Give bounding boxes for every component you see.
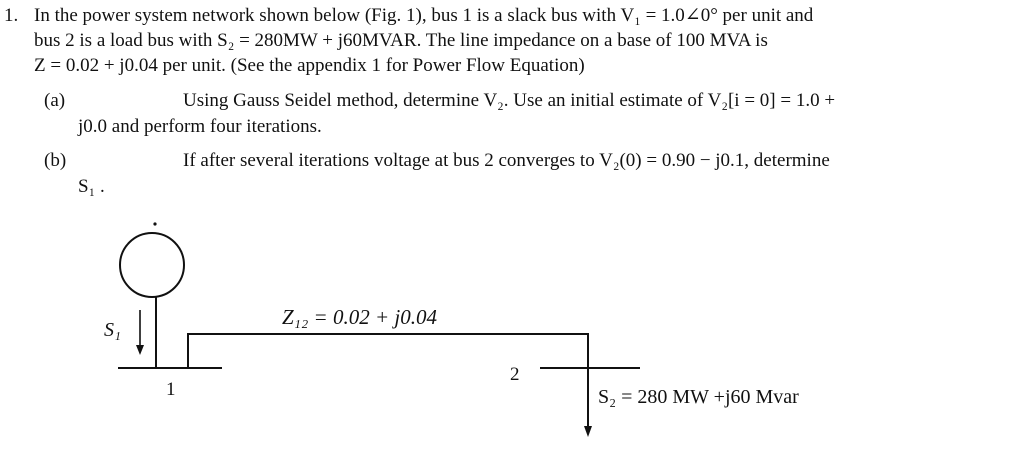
part-a-line-1: Using Gauss Seidel method, determine V₂. Use an initial estimate of V₂[i = 0] = 1.0 +: [183, 90, 836, 111]
part-a-line-2: j0.0 and perform four iterations.: [78, 116, 322, 137]
generator-icon: [120, 233, 184, 297]
problem-line-1: In the power system network shown below (Fig. 1), bus 1 is a slack bus with V₁ = 1.0∠0° per unit and: [34, 5, 814, 26]
dot-mark: [153, 222, 156, 225]
s1-arrow-head-icon: [136, 345, 144, 355]
part-b-line-1: If after several iterations voltage at bus 2 converges to V₂(0) = 0.90 − j0.1, determine: [183, 150, 830, 171]
line-impedance-label: Z₁₂ = 0.02 + j0.04: [282, 305, 437, 329]
transmission-line: [188, 334, 588, 368]
problem-line-3: Z = 0.02 + j0.04 per unit. (See the appendix 1 for Power Flow Equation): [34, 55, 585, 76]
problem-number: 1.: [4, 5, 19, 26]
load-arrow-head-icon: [584, 426, 592, 437]
s1-label: S₁: [104, 319, 121, 341]
problem-line-2: bus 2 is a load bus with S₂ = 280MW + j60MVAR. The line impedance on a base of 100 MVA is: [34, 30, 768, 51]
part-b-line-2: S₁ .: [78, 176, 105, 197]
load-label: S₂ = 280 MW +j60 Mvar: [598, 386, 799, 408]
part-b-label: (b): [44, 150, 67, 171]
bus-1-label: 1: [166, 379, 176, 400]
part-a-label: (a): [44, 90, 66, 111]
bus-2-label: 2: [510, 364, 520, 385]
